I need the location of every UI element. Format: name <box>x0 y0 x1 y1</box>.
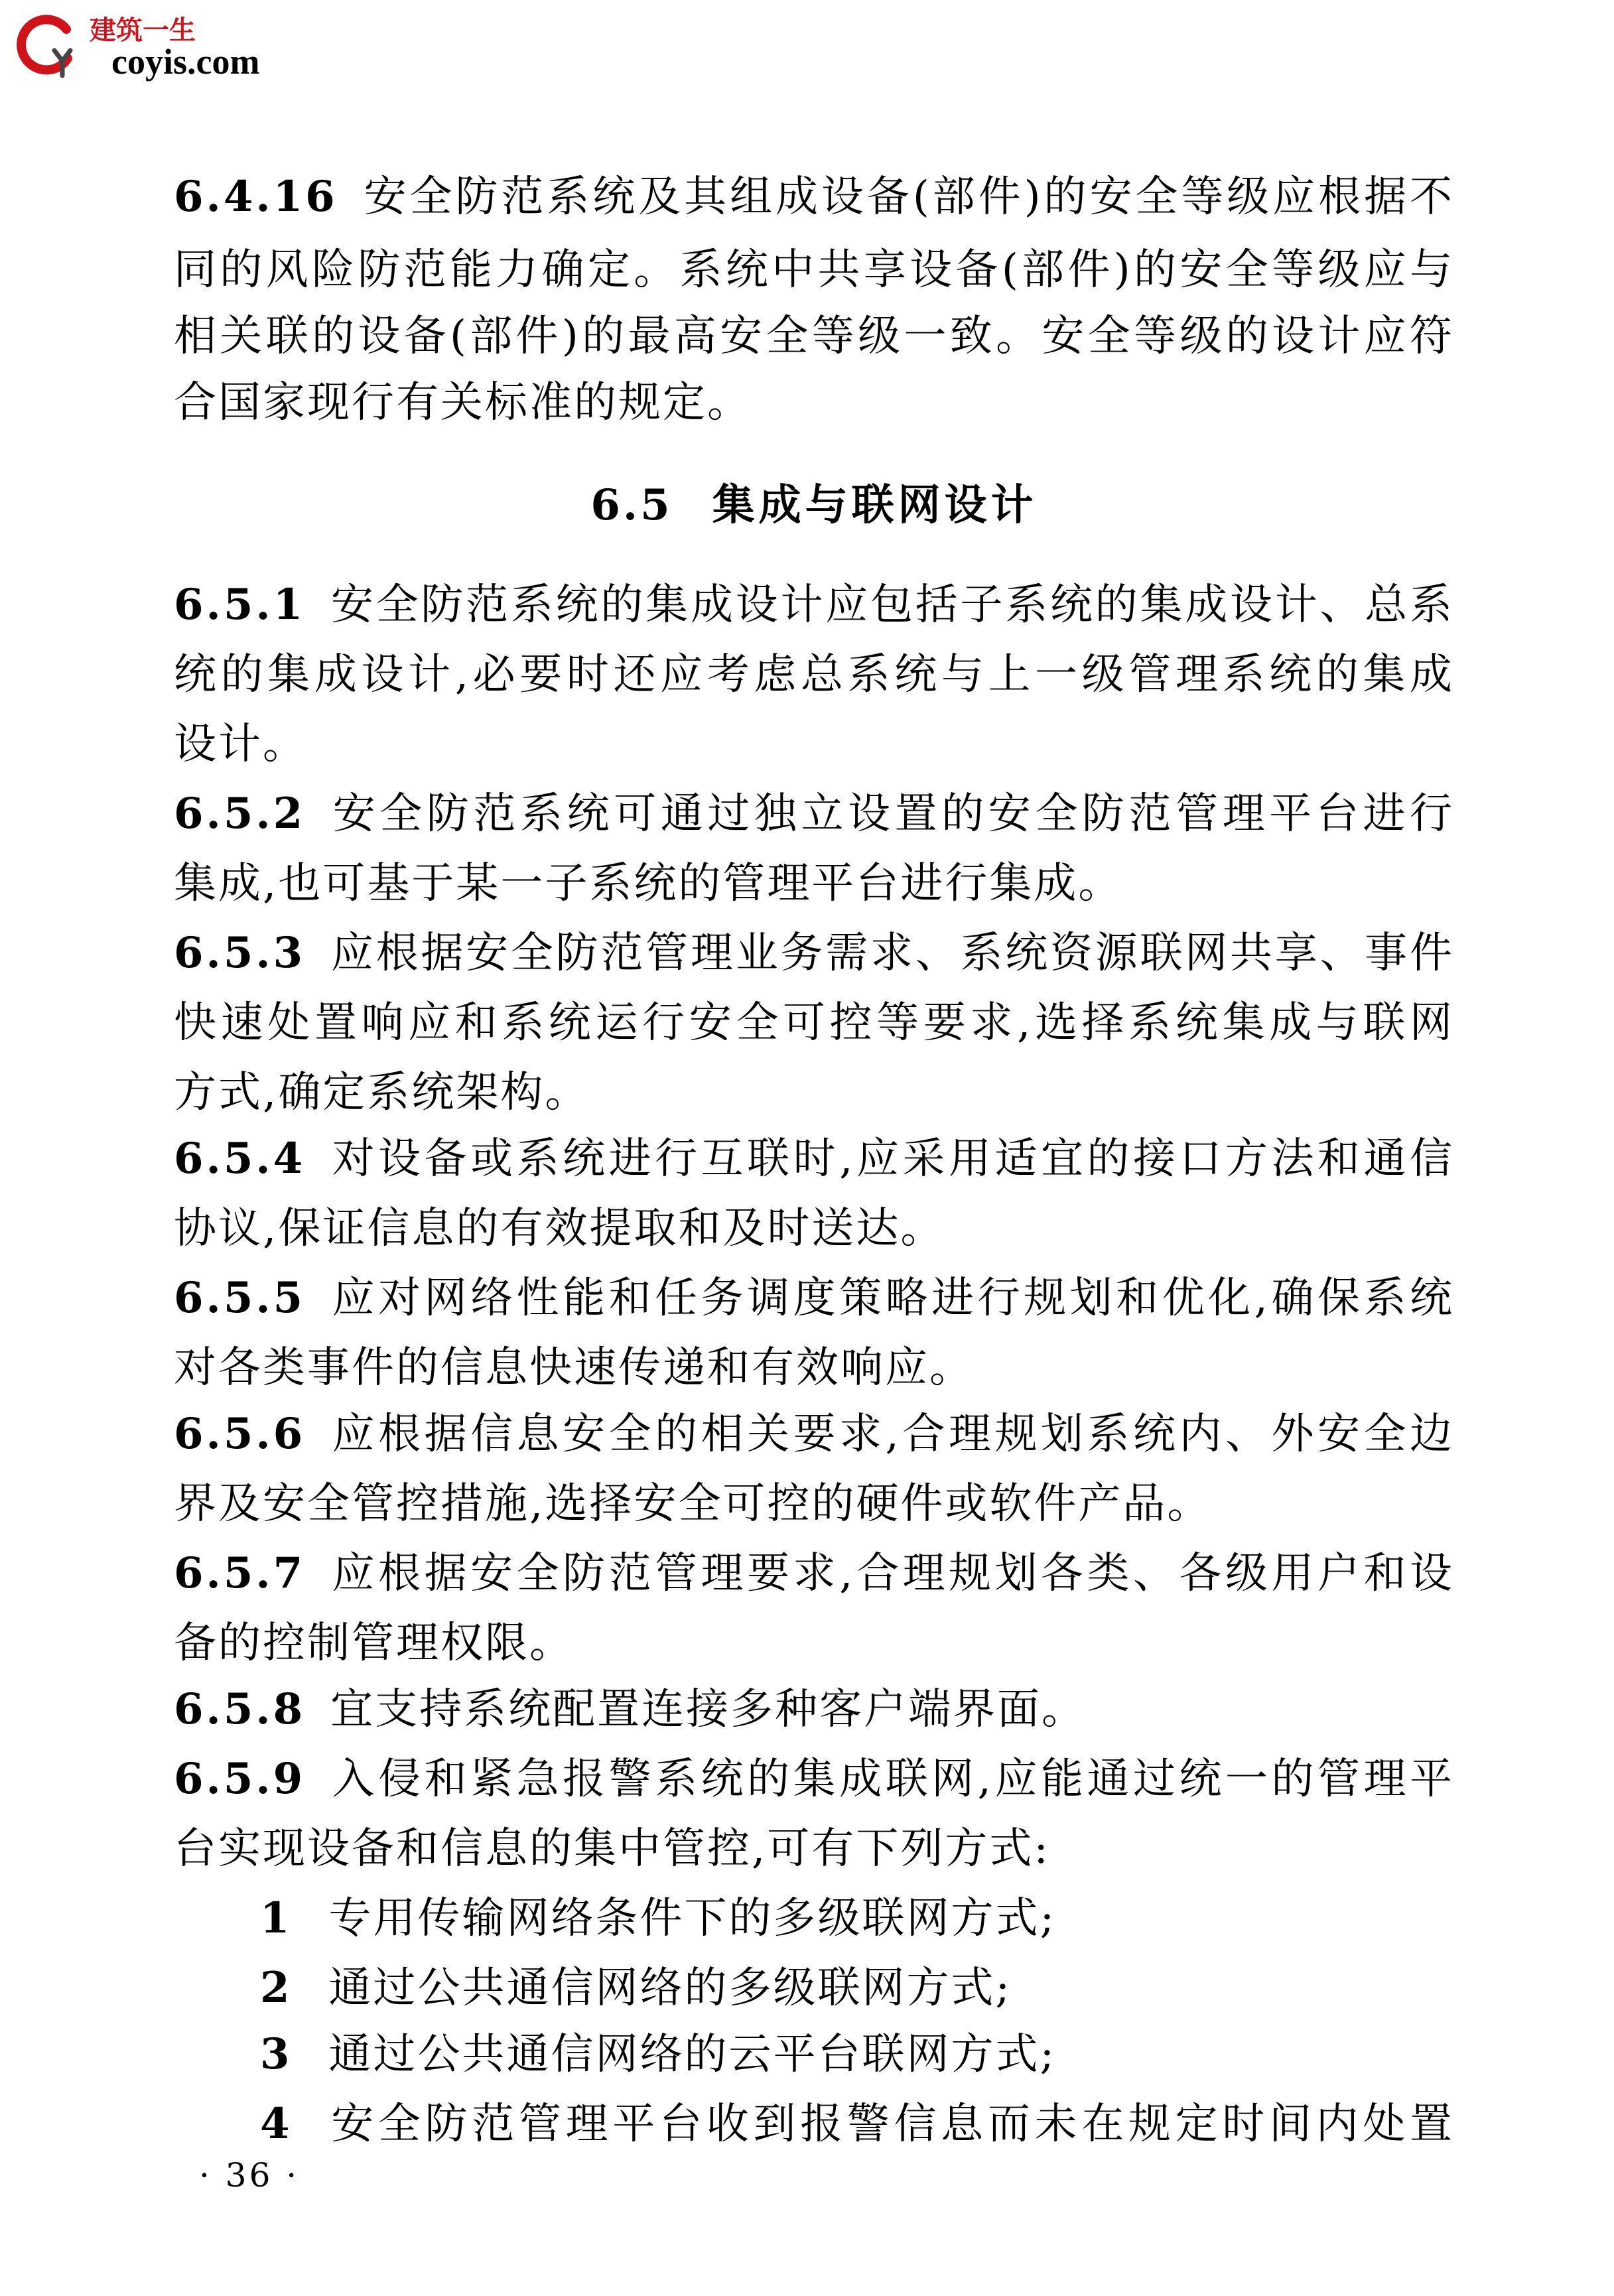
clause-number: 6.5.2 <box>174 789 306 839</box>
clause-text: 入侵和紧急报警系统的集成联网,应能通过统一的管理平 <box>330 1755 1454 1804</box>
clause-6-5-1-line-1 <box>174 571 1454 640</box>
list-item-number: 2 <box>260 1963 292 2013</box>
clause-6-5-7-line-1 <box>174 1539 1454 1608</box>
list-item-text: 通过公共通信网络的多级联网方式; <box>328 1964 1012 2013</box>
clause-6-5-5-line-2: 对各类事件的信息快速传递和有效响应。 <box>174 1343 974 1392</box>
clause-text: 应对网络性能和任务调度策略进行规划和优化,确保系统 <box>330 1274 1454 1323</box>
site-watermark <box>7 5 285 85</box>
clause-text: 安全防范系统的集成设计应包括子系统的集成设计、总系 <box>330 580 1454 630</box>
clause-text: 安全防范系统可通过独立设置的安全防范管理平台进行 <box>330 789 1454 839</box>
clause-6-5-9-line-1 <box>174 1745 1454 1814</box>
site-name: 建筑一生 <box>90 15 196 46</box>
section-heading-title: 集成与联网设计 <box>712 481 1038 530</box>
clause-text: 宜支持系统配置连接多种客户端界面。 <box>330 1685 1087 1734</box>
clause-text: 对设备或系统进行互联时,应采用适宜的接口方法和通信 <box>330 1134 1454 1183</box>
clause-text: 应根据安全防范管理业务需求、系统资源联网共享、事件 <box>330 929 1454 978</box>
list-item-number: 3 <box>260 2029 292 2079</box>
clause-6-4-16-line-2: 同的风险防范能力确定。系统中共享设备(部件)的安全等级应与 <box>174 245 1454 295</box>
page-number: · 36 · <box>199 2156 300 2195</box>
clause-6-5-5-line-1 <box>174 1264 1454 1333</box>
clause-number: 6.5.3 <box>174 928 306 978</box>
clause-number: 6.5.4 <box>174 1134 306 1183</box>
list-item-text: 安全防范管理平台收到报警信息而未在规定时间内处置 <box>328 2100 1454 2149</box>
clause-6-5-1-line-3: 设计。 <box>174 720 307 769</box>
clause-6-5-4-line-2: 协议,保证信息的有效提取和及时送达。 <box>174 1204 945 1253</box>
cy-logo-icon <box>15 12 81 78</box>
list-item <box>260 1884 1056 1953</box>
section-heading-number: 6.5 <box>590 480 673 530</box>
clause-6-5-3-line-2: 快速处置响应和系统运行安全可控等要求,选择系统集成与联网 <box>174 998 1454 1047</box>
clause-text: 应根据信息安全的相关要求,合理规划系统内、外安全边 <box>330 1410 1454 1459</box>
clause-6-5-4-line-1 <box>174 1124 1454 1193</box>
clause-number: 6.5.8 <box>174 1684 306 1734</box>
list-item-text: 专用传输网络条件下的多级联网方式; <box>328 1894 1057 1943</box>
site-url: coyis.com <box>111 42 260 82</box>
clause-6-5-3-line-1 <box>174 919 1454 988</box>
clause-6-5-7-line-2: 备的控制管理权限。 <box>174 1619 574 1668</box>
clause-number: 6.5.7 <box>174 1548 306 1598</box>
clause-text: 安全防范系统及其组成设备(部件)的安全等级应根据不 <box>362 172 1454 222</box>
list-item <box>260 2090 1454 2159</box>
clause-number: 6.5.9 <box>174 1754 306 1804</box>
clause-6-5-9-line-2: 台实现设备和信息的集中管控,可有下列方式: <box>174 1824 1050 1873</box>
clause-6-5-3-line-3: 方式,确定系统架构。 <box>174 1068 590 1117</box>
clause-6-4-16-line-1 <box>174 163 1454 232</box>
clause-6-4-16-line-4: 合国家现行有关标准的规定。 <box>174 378 752 427</box>
section-heading <box>174 471 1454 540</box>
clause-6-5-8-line-1 <box>174 1675 1454 1744</box>
list-item <box>260 2020 1056 2089</box>
clause-number: 6.5.6 <box>174 1409 306 1459</box>
clause-6-5-1-line-2: 统的集成设计,必要时还应考虑总系统与上一级管理系统的集成 <box>174 650 1454 699</box>
clause-6-5-2-line-1 <box>174 779 1454 848</box>
clause-number: 6.5.5 <box>174 1273 306 1323</box>
clause-text: 应根据安全防范管理要求,合理规划各类、各级用户和设 <box>330 1549 1454 1598</box>
list-item-text: 通过公共通信网络的云平台联网方式; <box>328 2030 1057 2079</box>
clause-6-4-16-line-3: 相关联的设备(部件)的最高安全等级一致。安全等级的设计应符 <box>174 312 1454 361</box>
clause-6-5-6-line-2: 界及安全管控措施,选择安全可控的硬件或软件产品。 <box>174 1479 1212 1528</box>
list-item-number: 4 <box>260 2099 292 2149</box>
list-item-number: 1 <box>260 1893 292 1943</box>
list-item <box>260 1954 1012 2023</box>
clause-6-5-6-line-1 <box>174 1400 1454 1469</box>
clause-6-5-2-line-2: 集成,也可基于某一子系统的管理平台进行集成。 <box>174 859 1123 908</box>
clause-number: 6.4.16 <box>174 172 338 222</box>
clause-number: 6.5.1 <box>174 580 306 630</box>
